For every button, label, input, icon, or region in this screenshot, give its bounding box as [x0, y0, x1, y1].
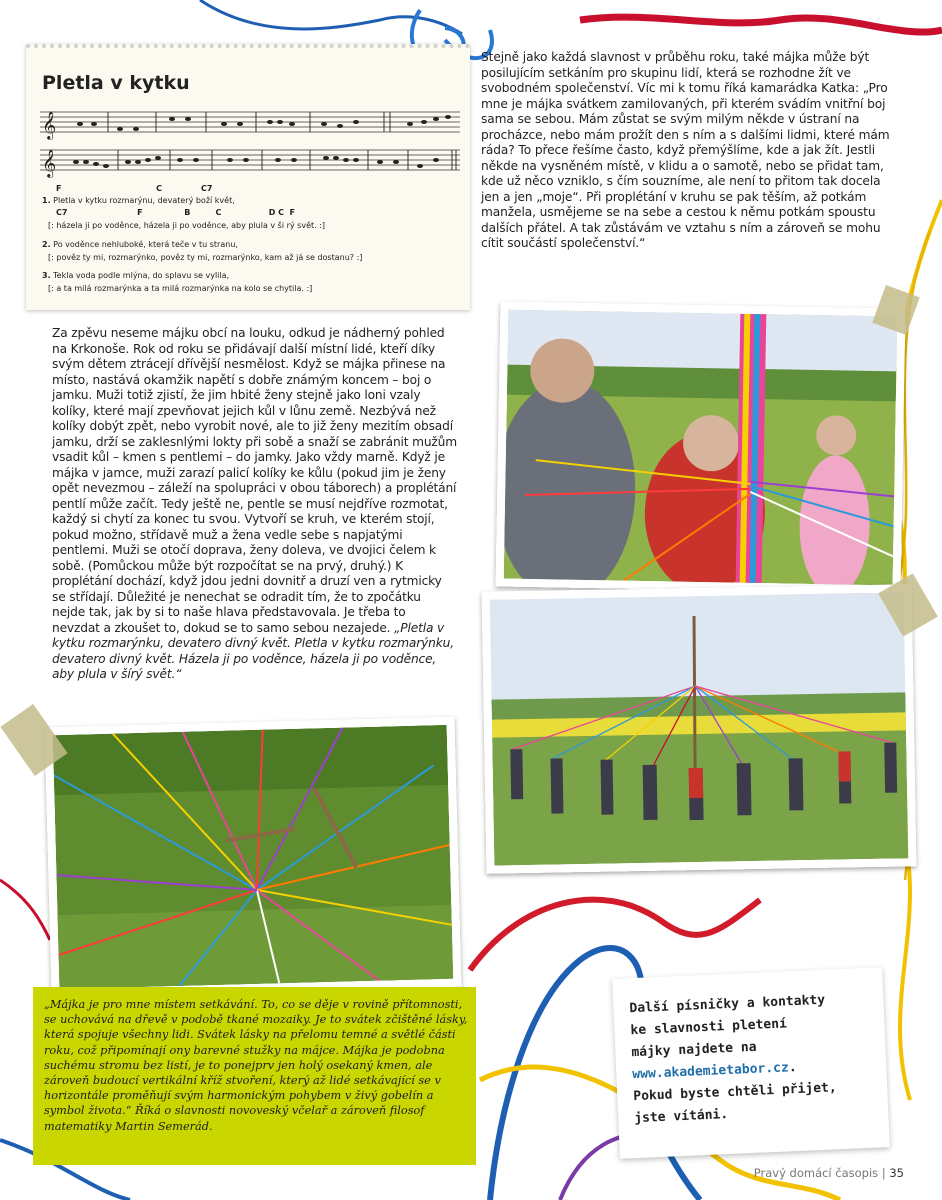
photo-maypole-braiding [496, 301, 906, 593]
verse-3-line-2: [: a ta milá rozmarýnka a ta milá rozmarýnka na kolo se chytila. :] [48, 284, 313, 293]
ribbon-red-top [580, 17, 942, 32]
article-text-left-main: Za zpěvu neseme májku obcí na louku, odkud je nádherný pohled na Krkonoše. Rok od roku se přidávají další místní lidé, kteří díky svým dětem ztrácejí dřívější nesmělost. Když se májka přinese na místo, nastává okamžik napětí s dobře známým koncem – boj o jamku. Muži totiž zjistí, že jim hbité ženy stejně jako loni vzaly kolíky, které mají zpevňovat jejich kůl v lůnu země. Nezbývá než kolíky dobýt zpět, nebo vyrobit nové, ale to již ženy mezitím obsadí jamku, drží se zaklesnlými lokty při sobě a snaží se zabránit mužům vsadit kůl – kmen s pentlemi – do jamky. Jako vždy marně. Když je májka v jamce, muži zarazí palicí kolíky ke kůlu (pokud jim je ženy opět nevezmou – záleží na spolupráci v obou táborech) a proplétání pentlí může začít. Tedy ještě ne, pentle se musí nejdříve rozmotat, každý si chytí za konec tu svou. Vytvoří se kruh, ve kterém stojí, pokud možno, střídavě muž a žena vedle sebe s napjatými pentlemi. Muži se otočí doprava, ženy doleva, ve dvojici čelem k sobě. (Pomůckou může být rozpočítat se na prvý, druhý.) K proplétání dochází, když jdou jedni dovnitř a druzí ven a rytmicky se střídají. Důležité je nenechat se odradit tím, že to zpočátku nejde tak, jak by si to naše hlava představovala. Je třeba to nevzdat a zkoušet to, dokud se to samo sebou nezajede. [52, 326, 457, 635]
verse-2-line-1 [42, 239, 238, 250]
music-notation-2 [40, 144, 460, 178]
info-line-4: Pokud byste chtěli přijet, [633, 1080, 837, 1105]
info-card [612, 967, 890, 1159]
svg-text:𝄞: 𝄞 [42, 149, 57, 177]
verse-2-number: 2. [42, 240, 51, 249]
music-notation-1 [40, 106, 460, 140]
info-line-2: ke slavnosti pletení [630, 1016, 788, 1039]
verse-1-text-1: Pletla v kytku rozmarýnu, devaterý boží květ, [53, 196, 235, 205]
verse-3-text-1: Tekla voda podle mlýna, do splavu se vylila, [53, 271, 230, 280]
quote-box [33, 987, 476, 1165]
article-text-top-right: Stejně jako každá slavnost v průběhu roku, také májka může být posilujícím setkáním pro skupinu lidí, která se rozhodne žít ve svobodném společenství. Víc mi k tomu říká kamarádka Katka: „Pro mne je májka svátkem zamilovaných, při kterém svádím vnitřní boj sama se sebou. Mám zůstat se svým milým někde v ústraní na procházce, nebo mám prožít den s ním a s dalšími lidmi, které mám ráda? To přece řešíme často, když přemýšlíme, kde a jak žít. Jestli někde na vysněném místě, v klidu a o samotě, nebo se přidat tam, kde už něco vzniklo, s čím souzníme, ale není to přitom tak docela jen a jen „moje“. Při proplétání v kruhu se pak těším, až potkám manžela, usmějeme se na sebe a cestou k němu potkám spoustu dalších přátel. A tak zůstávám ve vztahu s ním a zároveň se mohu cítit součástí společenství.“ [481, 50, 890, 250]
article-text-left [52, 326, 457, 683]
photo-maypole-braiding-image [504, 310, 898, 586]
info-line-5: jste vítáni. [633, 1107, 729, 1127]
verse-1-line-2: [: házela ji po voděnce, házela ji po voděnce, aby plula v ši rý svět. :] [48, 221, 326, 230]
photo-ribbons-on-grass [45, 717, 462, 998]
music-staff-1 [40, 106, 460, 139]
verse-3-line-1 [42, 270, 229, 281]
verse-3-number: 3. [42, 271, 51, 280]
svg-text:𝄞: 𝄞 [42, 111, 57, 139]
page-footer [754, 1166, 904, 1180]
photo-ribbons-on-grass-image [53, 725, 454, 989]
ribbon-red-left [0, 880, 50, 940]
article-text-left-song-quote: „Pletla v kytku rozmarýnku, devatero divný květ. Pletla v kytku rozmarýnku, devatero divný květ. Házela ji po voděnce, házela ji po voděnce, aby plula v šírý svět.“ [52, 620, 454, 681]
page-number: 35 [889, 1166, 904, 1180]
song-card [26, 44, 470, 310]
quote-text: „Májka je pro mne místem setkávání. To, co se děje v rovině přítomnosti, se uchovává na dřevě v podobě tkané mozaiky. Je to svátek zčištěné lásky, která spojuje všechny lidi. Svátek lásky na přelomu temné a světlé části roku, což připomínají ony barevné stužky na májce. Májka je podobna suchému stromu bez listí, je to ponejprv jen holý osekaný kmen, ale zároveň budoucí vertikální kříž stvoření, který až lidé setkávající se v horizontále proměňují svým harmonickým pohybem v živý gobelín a symbol života.“ Říká o slavnosti novoveský včelař a zároveň filosof matematiky Martin Semerád. [44, 998, 468, 1133]
music-staff-2 [40, 144, 460, 177]
info-text: Další písničky a kontakty ke slavnosti pletení májky najdete na www.akademietabor.cz. Pokud byste chtěli přijet, jste vítáni. [629, 992, 837, 1127]
verse-1-chords-line-2: C7 F B C D C F [56, 208, 296, 217]
verse-1-chords-line-1: F C C7 [56, 184, 213, 193]
info-website-link[interactable]: www.akademietabor.cz [632, 1060, 790, 1083]
ribbon-red-bottom [470, 900, 760, 970]
verse-2-text-1: Po voděnce nehluboké, která teče v tu stranu, [53, 240, 238, 249]
footer-separator: | [881, 1166, 886, 1180]
verse-1-line-1 [42, 195, 235, 206]
verse-1-number: 1. [42, 196, 51, 205]
photo-maypole-dance-image [490, 592, 909, 865]
info-line-3: májky najdete na [631, 1039, 757, 1061]
footer-magazine-name: Pravý domácí časopis [753, 1166, 879, 1180]
ribbon-blue-top [200, 0, 462, 34]
verse-2-line-2: [: pověz ty mi, rozmarýnko, pověz ty mi, rozmarýnko, kam až já se dostanu? :] [48, 253, 363, 262]
song-title: Pletla v kytku [42, 72, 190, 94]
info-line-1: Další písničky a kontakty [629, 992, 826, 1017]
photo-maypole-dance [482, 584, 917, 873]
